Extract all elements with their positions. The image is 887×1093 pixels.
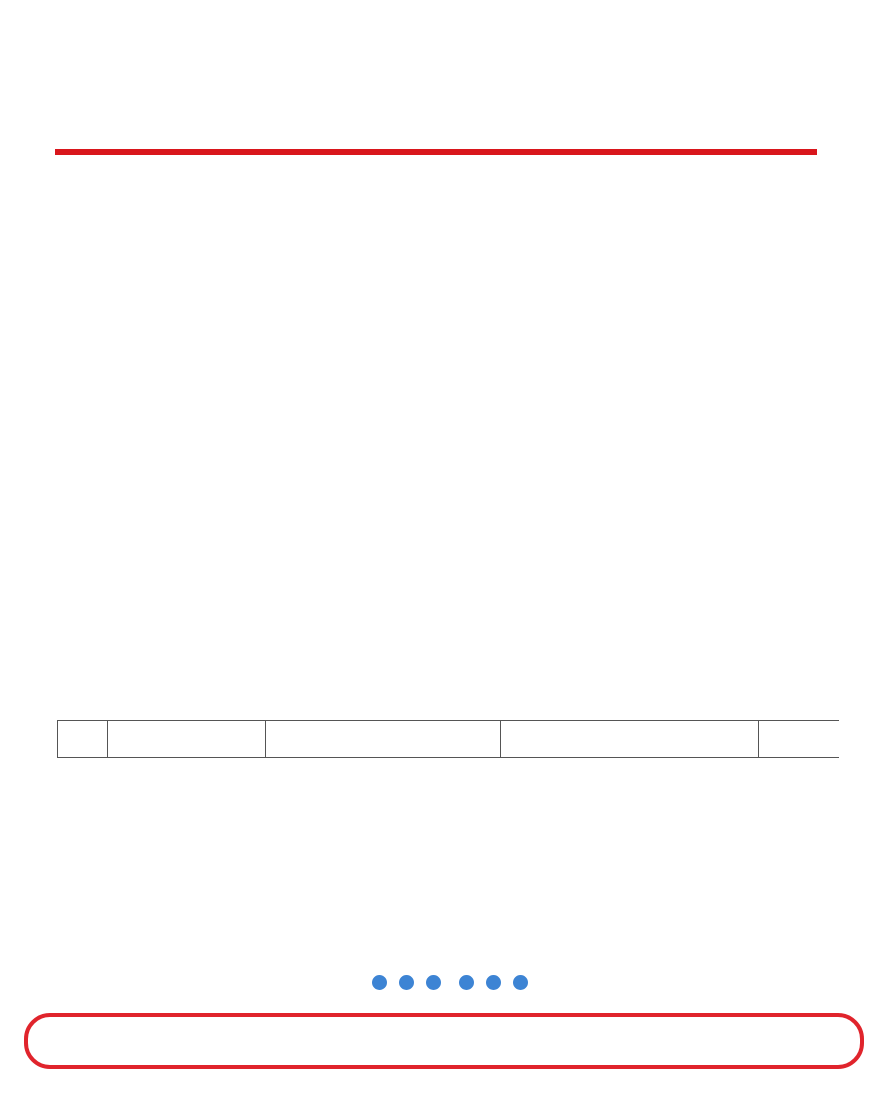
header-no bbox=[58, 721, 108, 758]
carousel-dot[interactable] bbox=[513, 975, 528, 990]
carousel-dot[interactable] bbox=[372, 975, 387, 990]
carousel-dot[interactable] bbox=[426, 975, 441, 990]
carousel-dot[interactable] bbox=[399, 975, 414, 990]
candidate-table-top bbox=[57, 720, 839, 758]
header-unit bbox=[108, 721, 266, 758]
candidate-table bbox=[57, 720, 839, 965]
header-direction bbox=[266, 721, 501, 758]
carousel-dot[interactable] bbox=[459, 975, 474, 990]
highlight-ellipse-row-30 bbox=[24, 1013, 864, 1069]
header-leader bbox=[759, 721, 840, 758]
table-header-row bbox=[58, 721, 840, 758]
header-project bbox=[501, 721, 759, 758]
carousel-dots bbox=[372, 975, 528, 990]
letterhead-red-rule bbox=[55, 149, 817, 155]
carousel-dot[interactable] bbox=[486, 975, 501, 990]
